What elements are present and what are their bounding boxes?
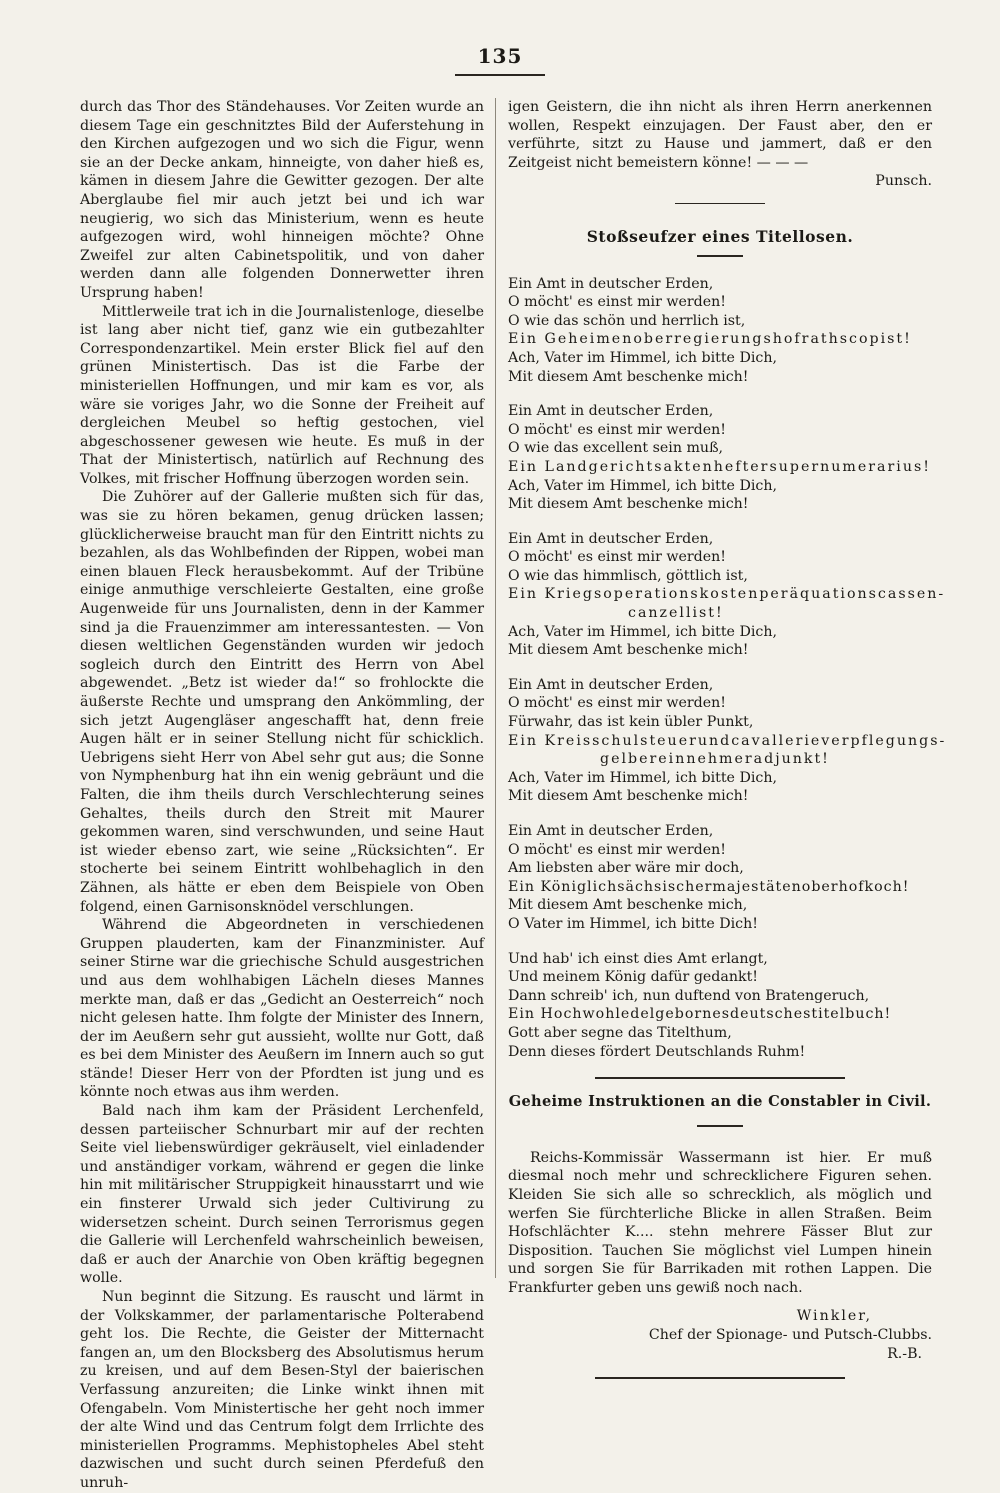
page-number: 135 [477, 44, 523, 68]
poem-line: O möcht' es einst mir werden! [508, 695, 727, 712]
signature-block [508, 1307, 932, 1363]
poem-line: gelbereinnehmeradjunkt! [600, 751, 830, 768]
poem-stanza [508, 822, 932, 934]
title-rule [697, 255, 743, 257]
poem-line: canzellist! [628, 605, 724, 622]
poem-line: Ach, Vater im Himmel, ich bitte Dich, [508, 623, 777, 640]
poem-title: Stoßseufzer eines Titellosen. [586, 227, 854, 247]
poem-line: Ein Kriegsoperationskostenperäquationscassen- [508, 586, 946, 603]
poem-line: Ein Landgerichtsaktenheftersupernumerarius! [508, 458, 931, 475]
page-number-rule [455, 74, 545, 76]
poem-line: Fürwahr, das ist kein übler Punkt, [508, 714, 754, 731]
poem-line: Ein Amt in deutscher Erden, [508, 403, 714, 420]
article-paragraph: Bald nach ihm kam der Präsident Lerchenfeld, dessen parteiischer Schnurbart mir auf der rechten Seite viel liebenswürdiger gekräuselt, viel einladender und anständiger vorkam, während er gegen die linke hin mit militärischer Struppigkeit hinausstarrt und wie ein finsterer Urwald sich jeder Cultivirung zu widersetzen scheint. Durch seinen Terrorismus gegen die Gallerie will Lerchenfeld wahrscheinlich beweisen, daß er auch der Anarchie von Oben kräftig begegnen wolle. [80, 1103, 484, 1287]
poem-line: O wie das himmlisch, göttlich ist, [508, 567, 748, 584]
section-body: Reichs-Kommissär Wassermann ist hier. Er muß diesmal noch mehr und schrecklichere Figuren sehen. Kleiden Sie sich alle so schrecklich, als möglich und werfen Sie fürchterliche Blicke in allen Straßen. Beim Hofschlächter K.... stehn mehrere Fässer Blut zur Disposition. Tauchen Sie möglichst viel Lumpen hinein und sorgen Sie für Barrikaden mit rothen Lappen. Die Frankfurter geben uns gewiß noch nach. [508, 1149, 932, 1296]
poem-stanza [508, 402, 932, 514]
signature-initials: R.-B. [887, 1345, 922, 1362]
poem-line: Denn dieses fördert Deutschlands Ruhm! [508, 1043, 806, 1060]
poem-line: Ein Amt in deutscher Erden, [508, 676, 714, 693]
poem-line: Ein Geheimenoberregierungshofrathscopist! [508, 331, 912, 348]
separator-rule [595, 1077, 845, 1079]
left-column [80, 98, 484, 1493]
poem [508, 275, 947, 1062]
poem-line: Am liebsten aber wäre mir doch, [508, 860, 744, 877]
article-signature: Punsch. [875, 173, 932, 190]
separator-rule [675, 203, 765, 205]
article-paragraph: Die Zuhörer auf der Gallerie mußten sich für das, was sie zu hören bekamen, genug drücken lassen; glücklicherweise braucht man für den Eintritt nichts zu bezahlen, als das Wohlbefinden der Rippen, wobei man einen blauen Fleck herausbekommt. Auf der Tribüne einige anmuthige verschleierte Gestalten, eine große Augenweide für uns Journalisten, denn in der Kammer sind ja die Frauenzimmer am interessantesten. — Von diesen weltlichen Gegenständen wurden wir jedoch sogleich durch den Eintritt des Herrn von Abel abgewendet. „Betz ist wieder da!“ so frohlockte die äußerste Rechte und umsprang den Ankömmling, der sich jetzt Augengläser angeschafft hat, denn freie Augen hält er in seiner Stellung nicht für schicklich. Uebrigens sieht Herr von Abel sehr gut aus; die Sonne von Nymphenburg hat ihn ein wenig gebräunt und die Falten, die ihm theils durch Verschlechterung seines Gehaltes, theils durch den Streit mit Maurer gekommen waren, sind verschwunden, und seine Haut ist wieder ebenso zart, wie seine „Rücksichten“. Er stocherte bei seinem Eintritt wohlbehaglich in den Zähnen, als hätte er eben dem Beispiele von Oben folgend, einen Garnisonsknödel verschlungen. [80, 489, 484, 915]
poem-line: O Vater im Himmel, ich bitte Dich! [508, 915, 758, 932]
signature-role: Chef der Spionage- und Putsch-Clubbs. [648, 1327, 932, 1344]
poem-line: O möcht' es einst mir werden! [508, 841, 727, 858]
poem-line: Ach, Vater im Himmel, ich bitte Dich, [508, 349, 777, 366]
column-divider [495, 98, 496, 1278]
title-rule [697, 1125, 743, 1127]
poem-line: Mit diesem Amt beschenke mich! [508, 788, 749, 805]
section-title: Geheime Instruktionen an die Constabler in Civil. [508, 1092, 932, 1110]
article-paragraph: Nun beginnt die Sitzung. Es rauscht und lärmt in der Volkskammer, der parlamentarische Polterabend geht los. Die Rechte, die Geister der Mitternacht fangen an, um den Blocksberg des Absolutismus herum zu kreisen, und auf dem Besen-Styl der baierischen Verfassung anzureiten; die Linke winkt ihnen mit Ofengabeln. Vom Ministertische her geht noch immer der alte Wind und das Centrum folgt dem Irrlichte des ministeriellen Programms. Mephistopheles Abel steht dazwischen und sucht durch seinen Pferdefuß den unruh- [80, 1289, 484, 1491]
poem-line: O wie das excellent sein muß, [508, 440, 724, 457]
poem-line: Mit diesem Amt beschenke mich! [508, 496, 749, 513]
poem-line: Ein Kreisschulsteuerundcavallerieverpflegungs- [508, 732, 947, 749]
poem-line: O wie das schön und herrlich ist, [508, 312, 746, 329]
poem-line: Gott aber segne das Titelthum, [508, 1024, 732, 1041]
poem-line: Mit diesem Amt beschenke mich! [508, 642, 749, 659]
right-column [508, 98, 947, 1391]
poem-line: O möcht' es einst mir werden! [508, 294, 727, 311]
article-paragraph: Während die Abgeordneten in verschiedenen Gruppen plauderten, kam der Finanzminister. Auf seiner Stirne war die griechische Schuld ausgestrichen und aus dem wohlhabigen Lächeln dieses Mannes merkte man, daß er das „Gedicht an Oesterreich“ noch nicht gelesen hatte. Ihm folgte der Minister des Innern, der im Aeußern sehr gut aussieht, wollte nur Gott, daß es bei dem Minister des Aeußern im Innern auch so gut stände! Dieser Herr von der Pfordten ist jung und es könnte noch etwas aus ihm werden. [80, 917, 484, 1101]
poem-stanza [508, 530, 946, 660]
poem-stanza [508, 950, 932, 1062]
poem-line: Ein Hochwohledelgebornesdeutschestitelbuch! [508, 1006, 892, 1023]
poem-line: O möcht' es einst mir werden! [508, 421, 727, 438]
poem-line: Und meinem König dafür gedankt! [508, 969, 758, 986]
poem-line: Ein Amt in deutscher Erden, [508, 275, 714, 292]
poem-line: Mit diesem Amt beschenke mich, [508, 897, 748, 914]
article-paragraph: Mittlerweile trat ich in die Journalistenloge, dieselbe ist lang aber nicht tief, ganz wie ein gutbezahlter Correspondenzartikel. Mein erster Blick fiel auf den grünen Ministertisch. Das ist die Farbe der ministeriellen Hoffnungen, und mir kam es vor, als wäre sie voriges Jahr, wo die Sonne der Freiheit auf dergleichen Meubel so heftig gestochen, viel abgeschossener gewesen wie heute. Es muß in der That der Ministertisch, natürlich auf Rechnung des Volkes, mit frischer Hoffnung überzogen worden sein. [80, 303, 484, 487]
article-continuation: igen Geistern, die ihn nicht als ihren Herrn anerkennen wollen, Respekt einzujagen. Der Faust aber, den er verführte, sitzt zu Hause und jammert, daß er den Zeitgeist nicht bemeistern könne! — — — [508, 99, 932, 171]
poem-line: Ein Königlichsächsischermajestätenoberhofkoch! [508, 878, 910, 895]
article-paragraph: durch das Thor des Ständehauses. Vor Zeiten wurde an diesem Tage ein geschnitztes Bild der Auferstehung in den Kirchen aufgezogen und wo sich die Figur, wenn sie an der Decke ankam, hinneigte, von daher hieß es, kämen in diesem Jahre die Gewitter gezogen. Der alte Aberglaube fiel mir auch jetzt bei und ich war neugierig, wo sich das Ministerium, wenn es heute aufgezogen wird, wohl hinneigen möchte? Ohne Zweifel zur alten Cabinetspolitik, und von daher werden dann alle folgenden Donnerwetter ihren Ursprung haben! [80, 99, 484, 301]
signature-name: Winkler, [796, 1308, 872, 1325]
separator-rule [595, 1377, 845, 1379]
poem-line: Dann schreib' ich, nun duftend von Bratengeruch, [508, 987, 870, 1004]
poem-line: Und hab' ich einst dies Amt erlangt, [508, 950, 768, 967]
poem-line: Ach, Vater im Himmel, ich bitte Dich, [508, 769, 777, 786]
poem-line: O möcht' es einst mir werden! [508, 549, 727, 566]
poem-line: Ein Amt in deutscher Erden, [508, 530, 714, 547]
poem-stanza [508, 676, 947, 806]
poem-stanza [508, 275, 932, 387]
poem-line: Ach, Vater im Himmel, ich bitte Dich, [508, 477, 777, 494]
poem-line: Mit diesem Amt beschenke mich! [508, 368, 749, 385]
poem-line: Ein Amt in deutscher Erden, [508, 823, 714, 839]
